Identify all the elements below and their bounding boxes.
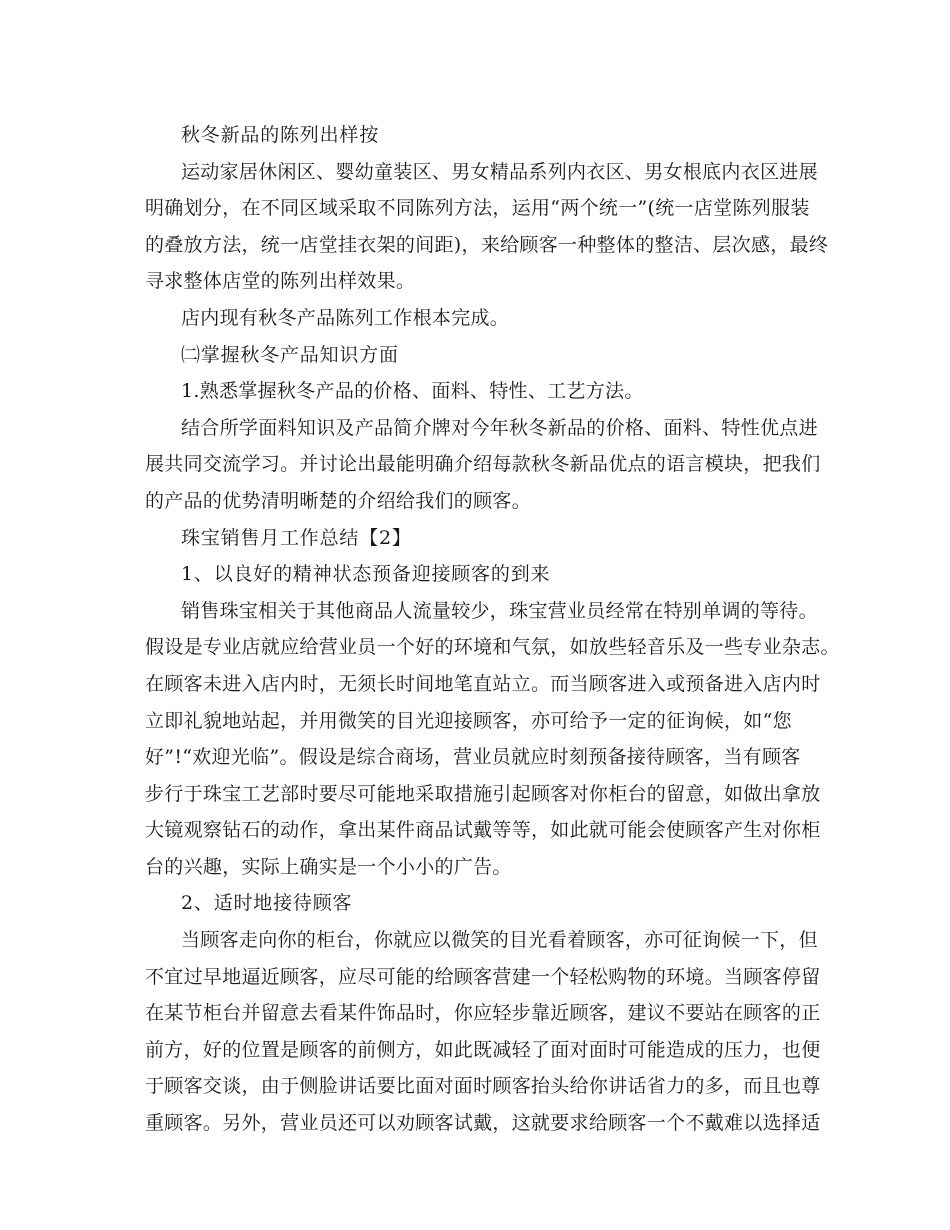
paragraph-line: 当顾客走向你的柜台，你就应以微笑的目光看着顾客，亦可征询候一下，但 — [181, 929, 818, 952]
paragraph-line: 台的兴趣，实际上确实是一个小小的广告。 — [145, 855, 512, 878]
paragraph-line: 步行于珠宝工艺部时要尽可能地采取措施引起顾客对你柜台的留意，如做出拿放 — [145, 782, 821, 805]
paragraph-line: 寻求整体店堂的陈列出样效果。 — [145, 270, 416, 293]
paragraph-line: 不宜过早地逼近顾客，应尽可能的给顾客营建一个轻松购物的环境。当顾客停留 — [145, 965, 821, 988]
paragraph-line: 在某节柜台并留意去看某件饰品时，你应轻步靠近顾客，建议不要站在顾客的正 — [145, 1002, 821, 1025]
paragraph-line: 结合所学面料知识及产品简介牌对今年秋冬新品的价格、面料、特性优点进 — [181, 416, 818, 439]
paragraph-line: 展共同交流学习。并讨论出最能明确介绍每款秋冬新品优点的语言模块，把我们 — [145, 453, 821, 476]
paragraph-line: 在顾客未进入店内时，无须长时间地笔直站立。而当顾客进入或预备进入店内时 — [145, 672, 821, 695]
paragraph-line: 好”!“欢迎光临”。假设是综合商场，营业员就应时刻预备接待顾客，当有顾客 — [145, 746, 801, 769]
section-heading: 2、适时地接待顾客 — [181, 892, 353, 915]
paragraph-line: 假设是专业店就应给营业员一个好的环境和气氛，如放些轻音乐及一些专业杂志。 — [145, 636, 840, 659]
paragraph-line: 运动家居休闲区、婴幼童装区、男女精品系列内衣区、男女根底内衣区进展 — [181, 160, 818, 183]
section-heading: 1、以良好的精神状态预备迎接顾客的到来 — [181, 563, 551, 586]
paragraph-line: 销售珠宝相关于其他商品人流量较少，珠宝营业员经常在特别单调的等待。 — [181, 599, 818, 622]
paragraph-line: 立即礼貌地站起，并用微笑的目光迎接顾客，亦可给予一定的征询候，如“您 — [145, 709, 792, 732]
paragraph-line: 的叠放方法，统一店堂挂衣架的间距)，来给顾客一种整体的整洁、层次感，最终 — [145, 233, 829, 256]
paragraph-line: 大镜观察钻石的动作，拿出某件商品试戴等等，如此就可能会使顾客产生对你柜 — [145, 819, 821, 842]
paragraph-line: 的产品的优势清明晰楚的介绍给我们的顾客。 — [145, 489, 532, 512]
paragraph-line: 于顾客交谈，由于侧脸讲话要比面对面时顾客抬头给你讲话省力的多，而且也尊 — [145, 1075, 821, 1098]
section-heading: 秋冬新品的陈列出样按 — [181, 124, 380, 146]
document-body — [145, 117, 840, 1142]
section-heading: ㈡掌握秋冬产品知识方面 — [181, 343, 399, 366]
paragraph-line: 明确划分，在不同区域采取不同陈列方法，运用“两个统一”(统一店堂陈列服装 — [145, 197, 810, 220]
paragraph-line: 重顾客。另外，营业员还可以劝顾客试戴，这就要求给顾客一个不戴难以选择适 — [145, 1112, 821, 1135]
paragraph-line: 前方，好的位置是顾客的前侧方，如此既减轻了面对面时可能造成的压力，也便 — [145, 1038, 821, 1061]
paragraph-line: 1.熟悉掌握秋冬产品的价格、面料、特性、工艺方法。 — [181, 380, 644, 403]
section-heading: 珠宝销售月工作总结【2】 — [181, 526, 412, 549]
paragraph-line: 店内现有秋冬产品陈列工作根本完成。 — [181, 306, 510, 329]
